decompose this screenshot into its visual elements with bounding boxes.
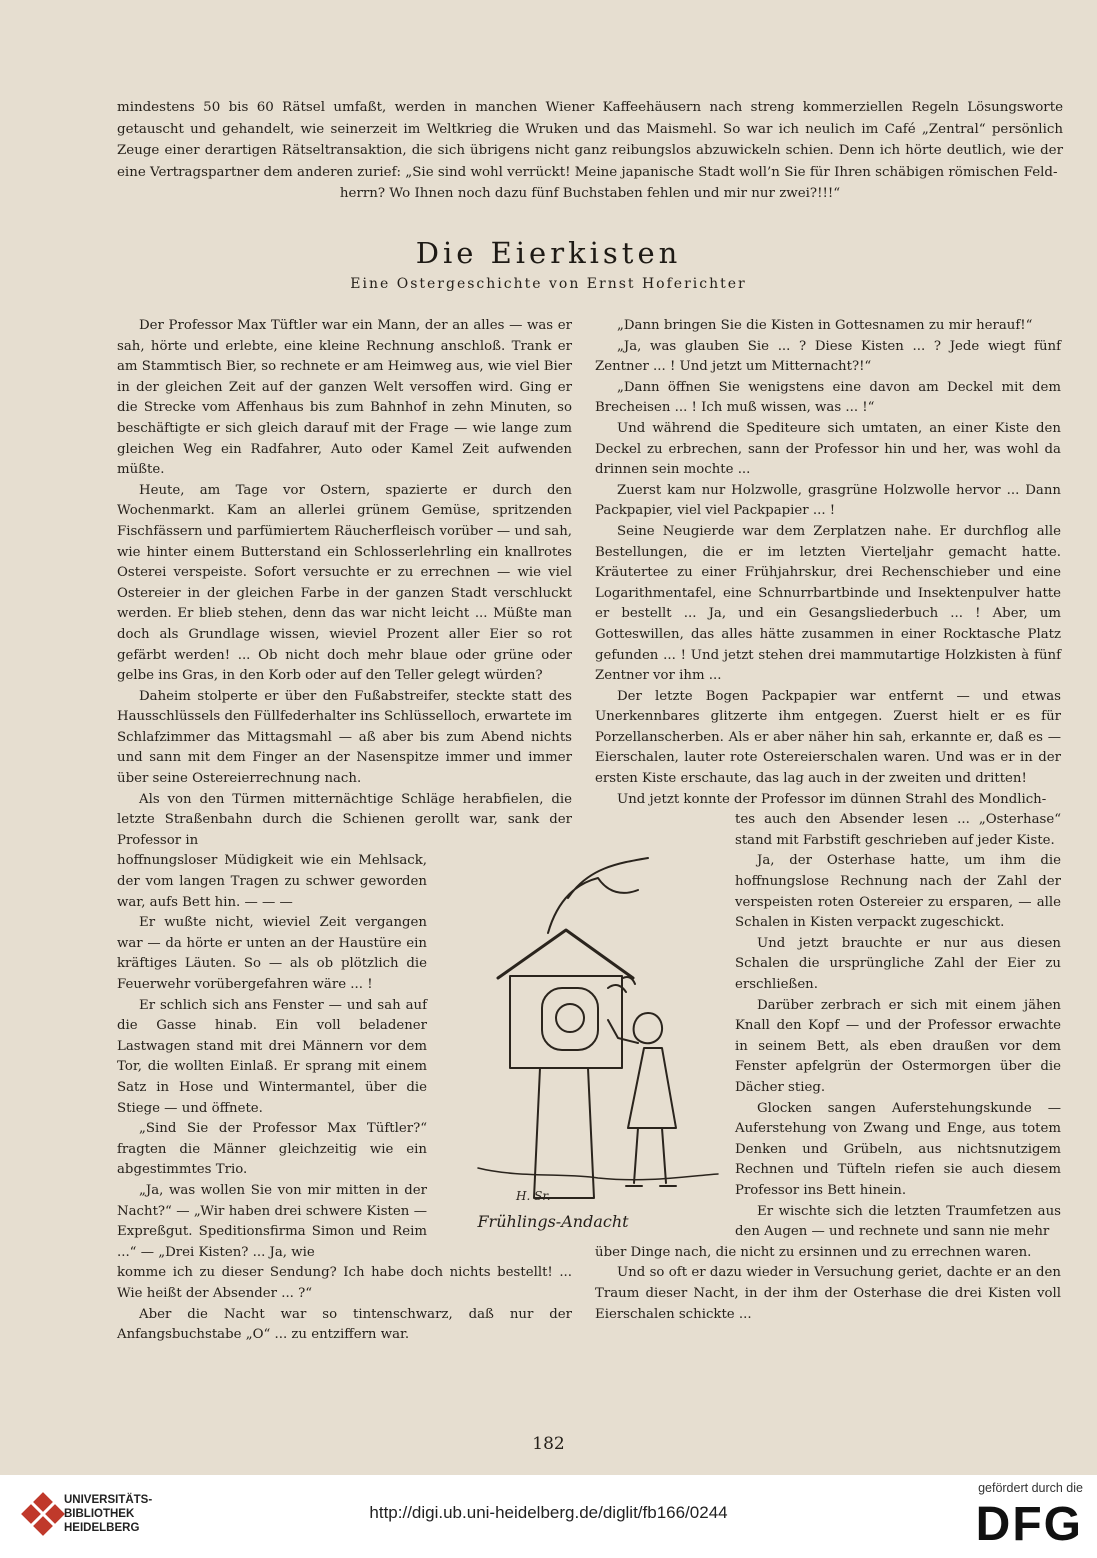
- right-wrapped-text: [735, 810, 1061, 1242]
- paragraph: Und jetzt konnte der Professor im dünnen Strahl des Mondlich-: [617, 791, 1047, 807]
- paragraph: Er schlich sich ans Fenster — und sah auf die Gasse hinab. Ein voll beladener Lastwagen stand mit drei Männern vor dem Tor, die wollten Einlaß. Er sprang mit einem Satz in Hose und Wintermantel, über die Stiege — und öffnete.: [117, 997, 427, 1116]
- article-subtitle: Eine Ostergeschichte von Ernst Hoferichter: [350, 276, 747, 292]
- paragraph: Und während die Spediteure sich umtaten, an einer Kiste den Deckel zu erbrechen, sann der Professor hin und her, was wohl da drinnen sein mochte ...: [595, 420, 1061, 478]
- bird-figure: [556, 1004, 584, 1032]
- paragraph: Daheim stolperte er über den Fußabstreifer, steckte statt des Hausschlüssels den Füllfederhalter ins Schlüsselloch, erwartete im Schlafzimmer das Mittagsmahl — aß aber bis zum Abend nichts und sann mit dem Finger an der Nasenspitze immer und immer über seine Ostereierrechnung nach.: [117, 688, 572, 787]
- dfg-logo[interactable]: DFG: [975, 1498, 1083, 1551]
- illustration-fruehlings-andacht: [448, 838, 734, 1242]
- ground: [478, 1168, 718, 1180]
- paragraph: „Dann öffnen Sie wenigstens eine davon am Deckel mit dem Brecheisen ... ! Ich muß wissen, was ... !“: [595, 379, 1061, 416]
- intro-last-line: herrn? Wo Ihnen noch dazu fünf Buchstaben fehlen und mir nur zwei?!!!“: [339, 186, 841, 202]
- paragraph: „Ja, was glauben Sie ... ? Diese Kisten ... ? Jede wiegt fünf Zentner ... ! Und jetzt um Mitternacht?!“: [595, 338, 1061, 375]
- child-figure: [608, 1013, 676, 1186]
- library-line: UNIVERSITÄTS-: [64, 1494, 153, 1506]
- page-number: 182: [532, 1434, 565, 1454]
- birdhouse-roof: [498, 930, 633, 978]
- footer-bar: [0, 1475, 1097, 1558]
- artist-signature: H. Sr.: [516, 1189, 551, 1203]
- tree-branch: [548, 858, 648, 933]
- post: [534, 1068, 594, 1198]
- permalink-url[interactable]: http://digi.ub.uni-heidelberg.de/diglit/fb166/0244: [369, 1503, 728, 1522]
- intro-text: mindestens 50 bis 60 Rätsel umfaßt, werden in manchen Wiener Kaffeehäusern nach streng kommerziellen Regeln Lösungsworte getauscht und gehandelt, wie seinerzeit im Weltkrieg die Wruken und das Maismehl. So war ich neulich im Café „Zentral“ persönlich Zeuge einer derartigen Rätseltransaktion, die sich übrigens nicht ganz reibungslos abzuwickeln schien. Denn ich hörte deutlich, wie der eine Vertragspartner dem anderen zurief: „Sie sind wohl verrückt! Meine japanische Stadt woll’n Sie für Ihren schäbigen römischen Feld-: [117, 100, 1063, 180]
- paragraph: Heute, am Tage vor Ostern, spazierte er durch den Wochenmarkt. Kam an allerlei grünem Gemüse, spritzenden Fischfässern und parfümiertem Räucherfleisch vorüber — und sah, wie hinter einem Butterstand ein Schlosserlehrling ein knallrotes Osterei verspeiste. Sofort versuchte er zu errechnen — wie viel Ostereier in der gleichen Farbe in der ganzen Stadt verschluckt werden. Er blieb stehen, denn das war nicht leicht ... Müßte man doch als Grundlage wissen, wieviel Prozent aller Eier so rot gefärbt werden! ... Ob nicht doch mehr blaue oder grüne oder gelbe ins Gras, in den Korb oder auf den Teller gelegt würden?: [117, 482, 572, 684]
- paragraph: Darüber zerbrach er sich mit einem jähen Knall den Kopf — und der Professor erwachte in seinem Bett, als eben draußen vor dem Fenster apfelgrün der Ostermorgen über die Dächer stieg.: [735, 997, 1061, 1095]
- intro-paragraph: [117, 97, 1063, 205]
- paragraph: Glocken sangen Auferstehungskunde — Auferstehung von Zwang und Enge, aus totem Denken und Grübeln, aus nichtsnutzigem Rechnen und Tüfteln riefen sie auch diesem Professor ins Bett hinein.: [735, 1100, 1061, 1198]
- left-wrapped-text: [117, 851, 427, 1263]
- paragraph: Und jetzt brauchte er nur aus diesen Schalen die ursprüngliche Zahl der Eier zu erschließen.: [735, 935, 1061, 992]
- library-line: BIBLIOTHEK: [64, 1508, 135, 1520]
- paragraph: Zuerst kam nur Holzwolle, grasgrüne Holzwolle hervor ... Dann Packpapier, viel viel Packpapier ... !: [595, 482, 1061, 519]
- paragraph: „Sind Sie der Professor Max Tüftler?“ fragten die Männer gleichzeitig wie ein abgestimmtes Trio.: [117, 1121, 427, 1178]
- paragraph: über Dinge nach, die nicht zu ersinnen und zu errechnen waren.: [595, 1244, 1032, 1260]
- shrine-window: [542, 988, 598, 1050]
- paragraph: Er wußte nicht, wieviel Zeit vergangen war — da hörte er unten an der Haustüre ein kräftiges Läuten. So — als ob plötzlich die Feuerwehr vorübergefahren wäre ... !: [117, 915, 427, 992]
- paragraph: Seine Neugierde war dem Zerplatzen nahe. Er durchflog alle Bestellungen, die er im letzten Vierteljahr gemacht hatte. Kräutertee zu einer Frühjahrskur, drei Rechenschieber und eine Logarithmentafel, eine Schnurrbartbinde und Insektenpulver hatte er bestellt ... Ja, und ein Gesangsliederbuch ... ! Aber, um Gotteswillen, das alles hätte zusammen in einer Rocktasche Platz gefunden ... ! Und jetzt stehen drei mammutartige Holzkisten à fünf Zentner vor ihm ...: [595, 523, 1061, 684]
- paragraph: Der letzte Bogen Packpapier war entfernt — und etwas Unerkennbares glitzerte ihm entgegen. Zuerst hielt er es für Porzellanscherben. Als er aber näher hin sah, erkannte er, daß es — Eierschalen, lauter rote Ostereierschalen waren. Und was er in der ersten Kiste erschaute, das lag auch in der zweiten und dritten!: [595, 688, 1061, 787]
- paragraph: komme ich zu dieser Sendung? Ich habe doch nichts bestellt! ... Wie heißt der Absender ... ?“: [117, 1265, 572, 1301]
- illustration-caption: Frühlings-Andacht: [477, 1212, 629, 1231]
- paragraph: „Ja, was wollen Sie von mir mitten in der Nacht?“ — „Wir haben drei schwere Kisten — Expreßgut. Speditionsfirma Simon und Reim ...“ — „Drei Kisten? ... Ja, wie: [117, 1182, 427, 1260]
- paragraph: hoffnungsloser Müdigkeit wie ein Mehlsack, der vom langen Tragen zu schwer geworden war, aufs Bett hin. — — —: [117, 853, 427, 910]
- funded-by-label: gefördert durch die: [978, 1481, 1083, 1495]
- article-title: Die Eierkisten: [415, 236, 682, 270]
- library-line: HEIDELBERG: [64, 1522, 140, 1534]
- paragraph: „Dann bringen Sie die Kisten in Gottesnamen zu mir herauf!“: [617, 318, 1033, 333]
- paragraph: Er wischte sich die letzten Traumfetzen aus den Augen — und rechnete und sann nie mehr: [735, 1203, 1061, 1240]
- paragraph: Der Professor Max Tüftler war ein Mann, der an alles — was er sah, hörte und erlebte, eine kleine Rechnung anschloß. Trank er am Stammtisch Bier, so rechnete er am Heimweg aus, wie viel Bier in der gleichen Zeit auf der ganzen Welt versoffen wird. Ging er die Strecke vom Affenhaus bis zum Bahnhof in zehn Minuten, so beschäftigte er sich gleich darauf mit der Frage — wie lange zum gleichen Weg ein Radfahrer, Auto oder Kamel Zeit aufwenden müßte.: [117, 318, 572, 478]
- paragraph: Als von den Türmen mitternächtige Schläge herabfielen, die letzte Straßenbahn durch die Schienen gerollt war, sank der Professor in: [117, 791, 572, 848]
- paragraph: Ja, der Osterhase hatte, um ihm die hoffnungslose Rechnung nach der Zahl der verspeisten roten Ostereier zu ersparen, — alle Schalen in Kisten verpackt zugeschickt.: [735, 853, 1061, 931]
- birdhouse-body: [510, 976, 622, 1068]
- paragraph: Aber die Nacht war so tintenschwarz, daß nur der Anfangsbuchstabe „O“ ... zu entziffern war.: [117, 1306, 572, 1343]
- paragraph: tes auch den Absender lesen ... „Osterhase“ stand mit Farbstift geschrieben auf jeder Kiste.: [735, 812, 1061, 848]
- paragraph: Und so oft er dazu wieder in Versuchung geriet, dachte er an den Traum dieser Nacht, in der ihm der Osterhase die drei Kisten voll Eierschalen schickte ...: [595, 1265, 1061, 1322]
